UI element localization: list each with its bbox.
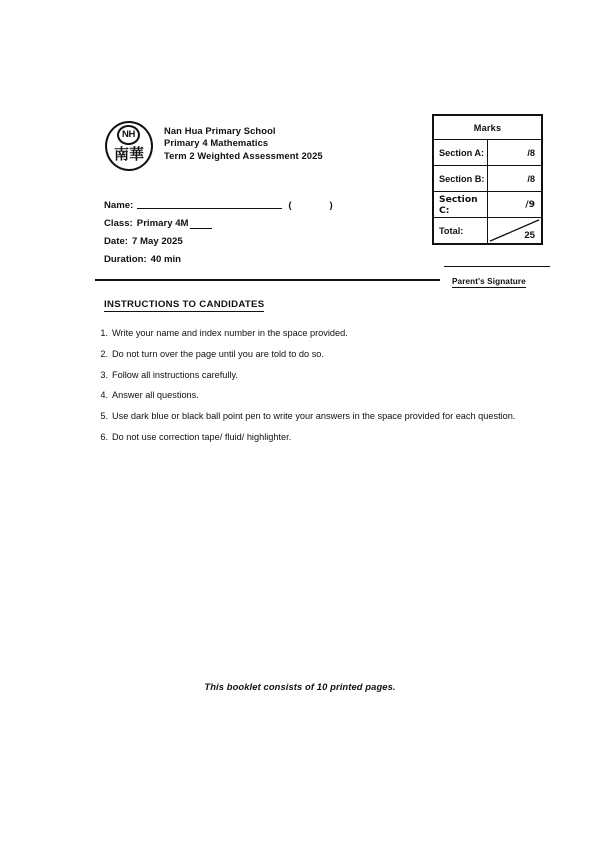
date-row bbox=[104, 229, 333, 247]
date-value: 7 May 2025 bbox=[132, 236, 183, 247]
table-row bbox=[434, 192, 542, 218]
list-item bbox=[97, 328, 537, 340]
instruction-text: Do not use correction tape/ fluid/ highlighter. bbox=[112, 431, 292, 442]
logo-initials: NH bbox=[117, 125, 140, 145]
list-item bbox=[97, 390, 537, 402]
instruction-number: 6. bbox=[100, 431, 108, 442]
class-value: Primary 4M bbox=[136, 218, 189, 229]
school-logo-icon bbox=[104, 120, 156, 174]
name-input-line[interactable] bbox=[137, 199, 282, 209]
list-item bbox=[97, 370, 537, 382]
school-identification bbox=[164, 120, 323, 162]
section-a-value[interactable]: /8 bbox=[488, 140, 542, 166]
instruction-number: 3. bbox=[100, 369, 108, 380]
instruction-text: Follow all instructions carefully. bbox=[112, 369, 238, 380]
instructions-heading: INSTRUCTIONS TO CANDIDATES bbox=[104, 299, 265, 310]
instruction-number: 1. bbox=[100, 328, 108, 338]
instructions-list bbox=[97, 328, 537, 453]
duration-value: 40 min bbox=[150, 254, 182, 265]
document-header bbox=[104, 120, 323, 174]
parent-signature-label: Parent's Signature bbox=[452, 277, 526, 286]
marks-header-cell: Marks bbox=[434, 116, 542, 140]
assessment-title: Term 2 Weighted Assessment 2025 bbox=[164, 149, 323, 161]
section-a-label: Section A: bbox=[434, 140, 488, 166]
school-name: Nan Hua Primary School bbox=[164, 125, 276, 136]
index-paren-close: ) bbox=[329, 200, 333, 211]
candidate-particulars bbox=[104, 193, 333, 265]
parent-signature-line[interactable] bbox=[444, 266, 550, 267]
instruction-text: Use dark blue or black ball point pen to write your answers in the space provided for each question. bbox=[112, 411, 516, 422]
list-item bbox=[97, 432, 537, 444]
total-max-marks: 25 bbox=[524, 230, 535, 241]
instruction-number: 5. bbox=[100, 411, 108, 422]
class-input-line[interactable] bbox=[190, 219, 212, 229]
class-label: Class: bbox=[104, 218, 133, 229]
section-c-label: Section C: bbox=[434, 192, 488, 218]
total-value-cell[interactable] bbox=[488, 218, 542, 244]
section-c-value[interactable]: /9 bbox=[488, 192, 542, 218]
instruction-text: Answer all questions. bbox=[112, 390, 199, 401]
total-label: Total: bbox=[434, 218, 488, 244]
instruction-text: Write your name and index number in the space provided. bbox=[112, 328, 348, 338]
marks-header-row bbox=[434, 116, 542, 140]
list-item bbox=[97, 349, 537, 361]
table-row bbox=[434, 166, 542, 192]
instruction-number: 4. bbox=[100, 390, 108, 401]
subject-level: Primary 4 Mathematics bbox=[164, 137, 269, 149]
date-label: Date: bbox=[104, 236, 128, 247]
index-paren-open: ( bbox=[288, 200, 292, 211]
instruction-text: Do not turn over the page until you are told to do so. bbox=[112, 348, 324, 359]
logo-chinese-name: 南華 bbox=[113, 145, 144, 163]
duration-label: Duration: bbox=[104, 254, 147, 265]
header-divider-rule bbox=[95, 279, 440, 281]
marks-table bbox=[432, 114, 543, 245]
total-row bbox=[434, 218, 542, 244]
duration-row bbox=[104, 247, 333, 265]
name-row bbox=[104, 193, 333, 211]
section-b-value[interactable]: /8 bbox=[488, 166, 542, 192]
instruction-number: 2. bbox=[100, 348, 108, 359]
name-label: Name: bbox=[104, 200, 134, 211]
table-row bbox=[434, 140, 542, 166]
class-row bbox=[104, 211, 333, 229]
section-b-label: Section B: bbox=[434, 166, 488, 192]
list-item bbox=[97, 411, 537, 423]
booklet-page-count-note: This booklet consists of 10 printed pages. bbox=[204, 681, 396, 692]
